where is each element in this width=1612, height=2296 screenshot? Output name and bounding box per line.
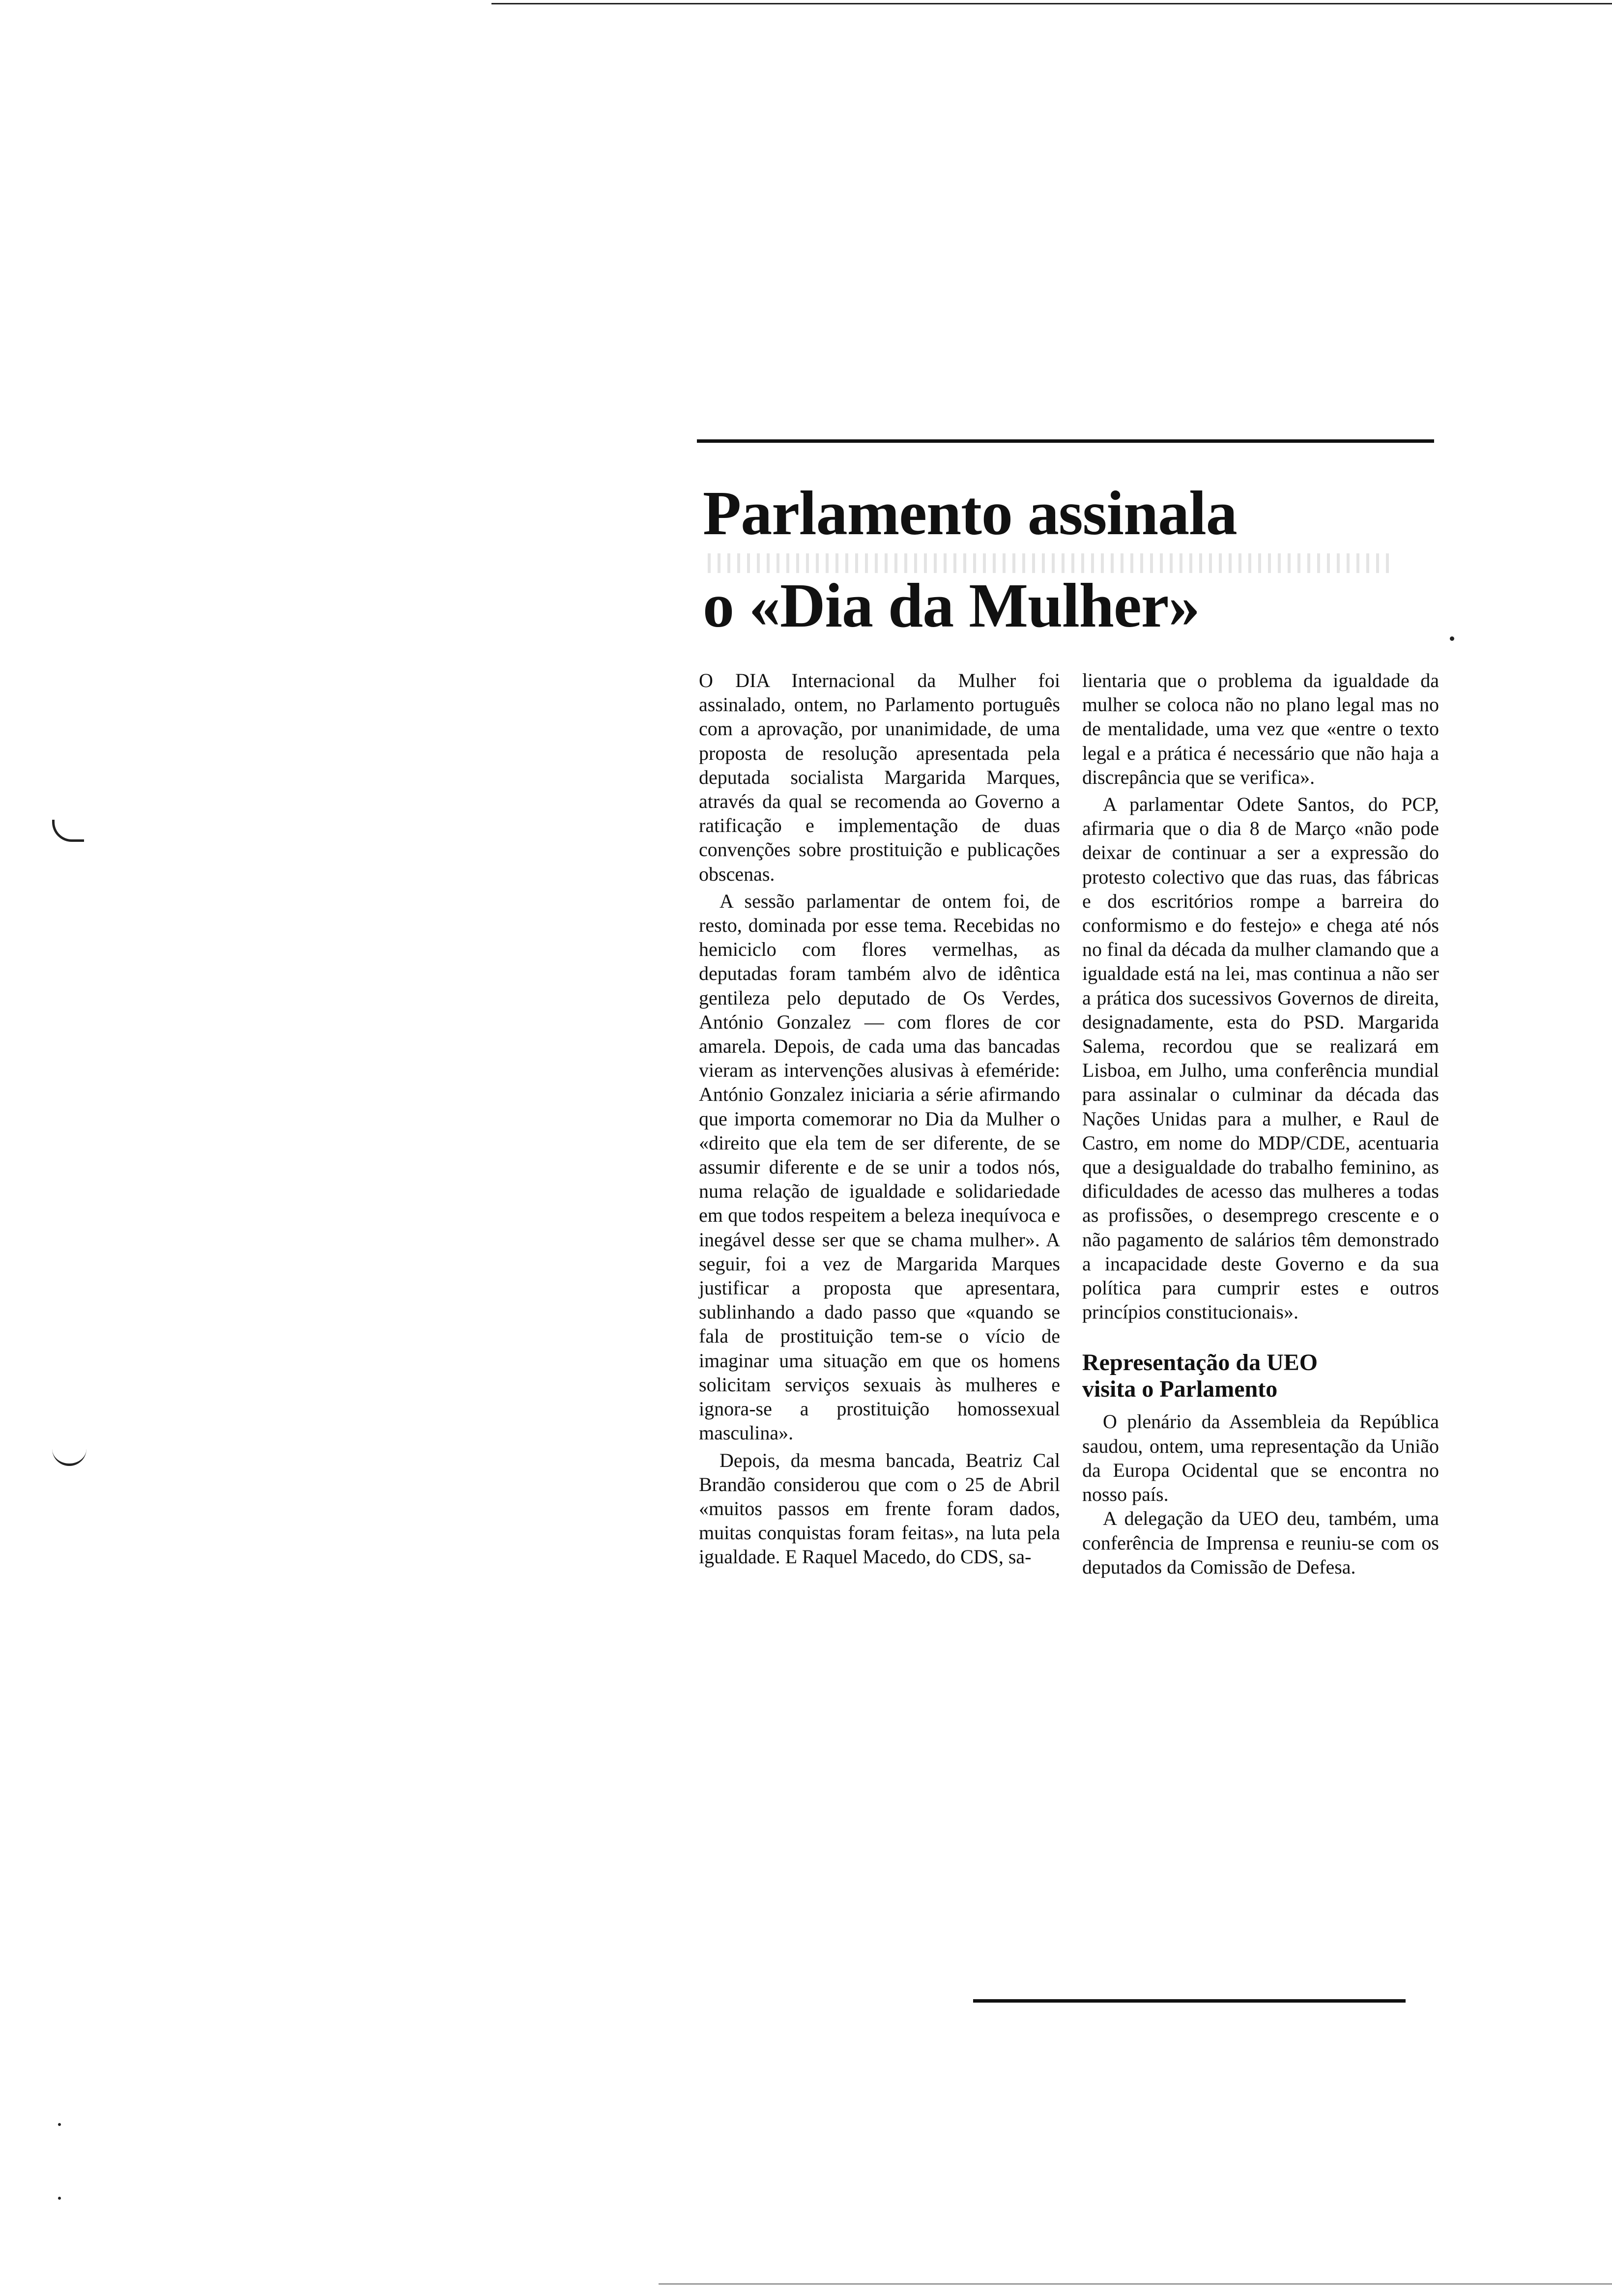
article-column-right [1082, 668, 1439, 1579]
sub-article-headline [1082, 1349, 1439, 1403]
sub-article-paragraph: O plenário da Assembleia da República saudou, ontem, uma representação da União da Europa Ocidental que se encontra no nosso país. [1082, 1410, 1439, 1506]
article-column-left [699, 668, 1060, 1569]
scan-speck [1450, 636, 1454, 641]
scan-speck [58, 2123, 61, 2126]
article-paragraph: A sessão parlamentar de ontem foi, de resto, dominada por esse tema. Recebidas no hemiciclo com flores vermelhas, as deputadas foram também alvo de idêntica gentileza pelo deputado de Os Verdes, António Gonzalez — com flores de cor amarela. Depois, de cada uma das bancadas vieram as intervenções alusivas à efeméride: António Gonzalez iniciaria a série afirmando que importa comemorar no Dia da Mulher o «direito que ela tem de ser diferente, de se assumir diferente e de se unir a todos nós, numa relação de igualdade e solidariedade em que todos respeitem a beleza inequívoca e inegável desse ser que se chama mulher». A seguir, foi a vez de Margarida Marques justificar a proposta que apresentara, sublinhando a dado passo que «quando se fala de prostituição tem-se o vício de imaginar uma situação em que os homens solicitam serviços sexuais às mulheres e ignora-se a prostituição homossexual masculina». [699, 890, 1060, 1444]
subhead-line-2: visita o Parlamento [1082, 1376, 1278, 1403]
newspaper-clipping [693, 437, 1440, 2020]
article-paragraph: O DIA Internacional da Mulher foi assinalado, ontem, no Parlamento português com a aprovação, por unanimidade, de uma proposta de resolução apresentada pela deputada socialista Margarida Marques, através da qual se recomenda ao Governo a ratificação e implementação de duas convenções sobre prostituição e publicações obscenas. [699, 669, 1060, 885]
article-paragraph: lientaria que o problema da igualdade da mulher se coloca não no plano legal mas no de mentalidade, uma vez que «entre o texto legal e a prática é necessário que não haja a discrepância que se verifica». [1082, 669, 1439, 788]
scan-noise-strip [708, 553, 1396, 573]
headline-line-2: o «Dia da Mulher» [703, 571, 1200, 640]
article-paragraph: A parlamentar Odete Santos, do PCP, afirmaria que o dia 8 de Março «não pode deixar de continuar a ser a expressão do protesto colectivo que das ruas, das fábricas e dos escritórios rompe a barreira do conformismo e do festejo» e chega até nós no final da década da mulher clamando que a igualdade está na lei, mas continua a não ser a prática dos sucessivos Governos de direita, designadamente, esta do PSD. Margarida Salema, recordou que se realizará em Lisboa, em Julho, uma conferência mundial para assinalar o culminar da década das Nações Unidas para a mulher, e Raul de Castro, em nome do MDP/CDE, acentuaria que a desigualdade do trabalho feminino, as dificuldades de acesso das mulheres a todas as profissões, o desemprego crescente e o não pagamento de salários têm demonstrado a incapacidade deste Governo e da sua política para cumprir estes e outros princípios constitucionais». [1082, 793, 1439, 1323]
clipping-bottom-rule [973, 1999, 1406, 2003]
headline-line-1: Parlamento assinala [703, 478, 1237, 548]
subhead-line-1: Representação da UEO [1082, 1349, 1318, 1376]
sub-article-paragraph: A delegação da UEO deu, também, uma conferência de Imprensa e reuniu-se com os deputados da Comissão de Defesa. [1082, 1507, 1439, 1578]
scan-hole-punch-mark [52, 820, 84, 842]
scan-edge-line [491, 3, 1612, 4]
scan-bottom-line [659, 2283, 1612, 2285]
article-paragraph: Depois, da mesma bancada, Beatriz Cal Brandão considerou que com o 25 de Abril «muitos passos em frente foram dados, muitas conquistas foram feitas», na luta pela igualdade. E Raquel Macedo, do CDS, sa- [699, 1449, 1060, 1568]
scan-speck [58, 2197, 61, 2200]
clipping-top-rule [697, 439, 1434, 443]
scan-hole-punch-mark [52, 1449, 86, 1466]
